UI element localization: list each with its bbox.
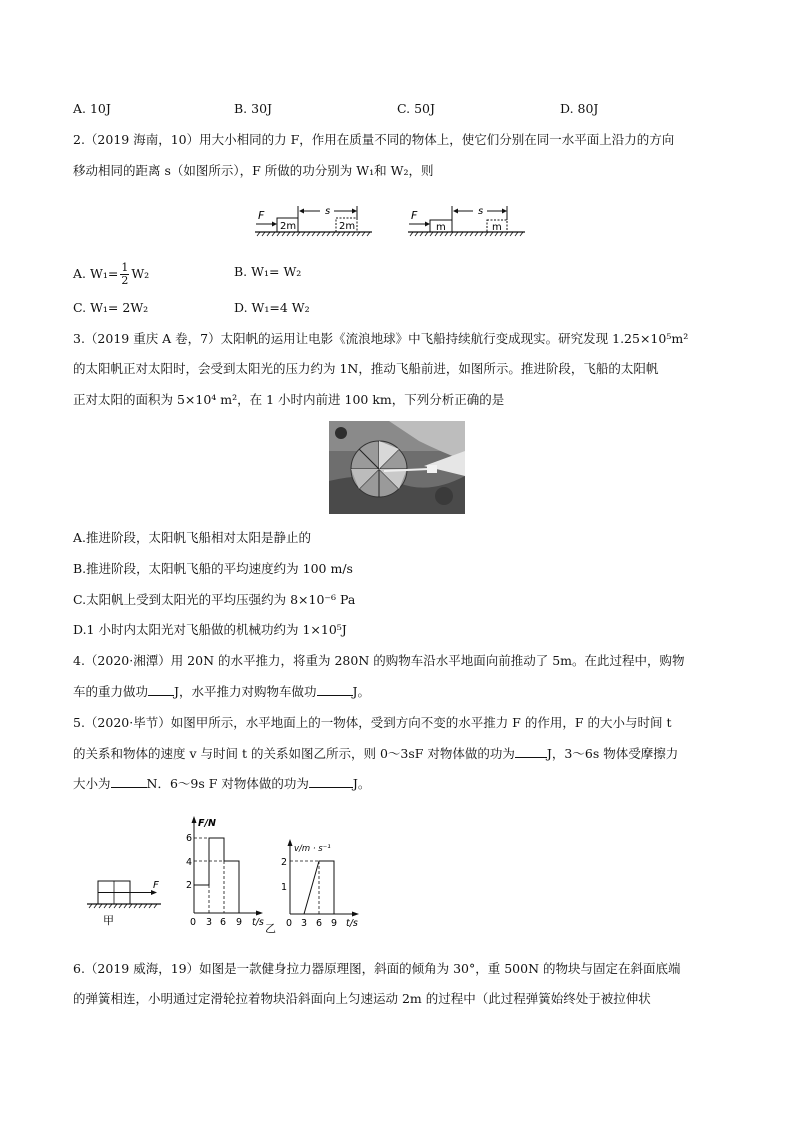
q2-figure xyxy=(250,202,530,242)
q5-force-label: F xyxy=(153,880,159,891)
q5-graph1-xtick-0: 0 xyxy=(190,917,197,928)
q3-option-c: C.太阳帆上受到太阳光的平均压强约为 8×10⁻⁶ Pa xyxy=(73,592,356,607)
q5-graph-force xyxy=(182,813,280,933)
q5-stem-line2 xyxy=(73,746,678,762)
q3-option-a: A.推进阶段，太阳帆飞船相对太阳是静止的 xyxy=(73,530,312,545)
q5-blank-1 xyxy=(515,746,547,758)
q4-stem-line2 xyxy=(73,684,370,700)
q1-option-c: C. 50J xyxy=(397,101,435,116)
q5-text-b: J，3～6s 物体受摩擦力 xyxy=(546,746,679,761)
q5-graph-velocity xyxy=(276,836,376,934)
q2-block-2m: 2m xyxy=(280,221,297,232)
q5-graph2-xlabel: t/s xyxy=(346,918,358,929)
q5-blank-2 xyxy=(111,776,147,788)
q2-option-b: B. W₁= W₂ xyxy=(234,264,302,279)
q2-stem-line1: 2.（2019 海南，10）用大小相同的力 F，作用在质量不同的物体上，使它们分别在同一水平面上沿力的方向 xyxy=(73,132,675,147)
q2-option-d: D. W₁=4 W₂ xyxy=(234,300,310,315)
q5-stem-line1: 5.（2020·毕节）如图甲所示，水平地面上的一物体，受到方向不变的水平推力 F 的作用，F 的大小与时间 t xyxy=(73,715,672,730)
q2-option-a-prefix: A. W₁= xyxy=(73,266,119,281)
q5-graph2-xtick-0: 0 xyxy=(286,918,293,929)
q5-graph1-ytick-2: 2 xyxy=(186,880,193,891)
q5-graph2-ylabel: v/m · s⁻¹ xyxy=(294,844,331,854)
q2-option-a xyxy=(73,262,149,287)
q5-graph1-xtick-9: 9 xyxy=(236,917,243,928)
q3-stem-line2: 的太阳帆正对太阳时，会受到太阳光的压力约为 1N，推动飞船前进，如图所示。推进阶段，飞船的太阳帆 xyxy=(73,361,659,376)
q3-stem-line1: 3.（2019 重庆 A 卷，7）太阳帆的运用让电影《流浪地球》中飞船持续航行变成现实。研究发现 1.25×10⁵m² xyxy=(73,331,689,346)
q5-graph1-ytick-4: 4 xyxy=(186,857,193,868)
q1-option-a: A. 10J xyxy=(73,101,111,116)
q2-force-label-2: F xyxy=(411,209,418,222)
q5-text-e: J。 xyxy=(352,776,371,791)
q2-block-m: m xyxy=(436,222,446,233)
q2-fraction xyxy=(120,262,129,287)
q2-stem-line2: 移动相同的距离 s（如图所示），F 所做的功分别为 W₁和 W₂，则 xyxy=(73,163,434,178)
q5-figure-jia-label: 甲 xyxy=(103,914,114,927)
q4-text-a: 车的重力做功 xyxy=(73,684,149,699)
q4-stem-line1: 4.（2020·湘潭）用 20N 的水平推力，将重为 280N 的购物车沿水平地面向前推动了 5m。在此过程中，购物 xyxy=(73,653,685,668)
q5-figure-jia xyxy=(85,872,175,932)
q5-graph2-xtick-3: 3 xyxy=(301,918,308,929)
q3-option-b: B.推进阶段，太阳帆飞船的平均速度约为 100 m/s xyxy=(73,561,353,576)
q4-blank-2 xyxy=(317,684,353,696)
solar-sail-photo xyxy=(329,421,465,514)
q1-option-b: B. 30J xyxy=(234,101,273,116)
q2-fraction-numerator: 1 xyxy=(121,261,129,274)
q4-text-c: J。 xyxy=(352,684,371,699)
q2-distance-label: s xyxy=(325,206,331,217)
q2-option-a-suffix: W₂ xyxy=(131,266,150,281)
q2-block-2m-dashed: 2m xyxy=(339,221,356,232)
q5-graph1-xlabel: t/s xyxy=(252,917,264,928)
q5-text-a: 的关系和物体的速度 v 与时间 t 的关系如图乙所示，则 0～3sF 对物体做的功为 xyxy=(73,746,515,761)
q2-force-label: F xyxy=(258,209,265,222)
q5-graph2-ytick-1: 1 xyxy=(281,882,288,893)
q6-stem-line2: 的弹簧相连，小明通过定滑轮拉着物块沿斜面向上匀速运动 2m 的过程中（此过程弹簧始终处于被拉伸状 xyxy=(73,991,651,1006)
q3-stem-line3: 正对太阳的面积为 5×10⁴ m²，在 1 小时内前进 100 km，下列分析正确的是 xyxy=(73,392,505,407)
q5-graph2-xtick-9: 9 xyxy=(331,918,338,929)
q5-blank-3 xyxy=(309,776,353,788)
q5-text-c: 大小为 xyxy=(73,776,111,791)
q3-option-d: D.1 小时内太阳光对飞船做的机械功约为 1×10⁵J xyxy=(73,622,347,637)
q2-figure-right xyxy=(408,206,525,236)
q4-blank-1 xyxy=(148,684,174,696)
q5-stem-line3 xyxy=(73,776,370,792)
q2-distance-label-2: s xyxy=(478,206,484,217)
q2-option-c: C. W₁= 2W₂ xyxy=(73,300,149,315)
q1-option-d: D. 80J xyxy=(560,101,599,116)
q4-text-b: J，水平推力对购物车做功 xyxy=(174,684,317,699)
q6-stem-line1: 6.（2019 威海，19）如图是一款健身拉力器原理图，斜面的倾角为 30°，重 500N 的物块与固定在斜面底端 xyxy=(73,961,681,976)
q2-figure-left xyxy=(255,206,372,236)
q2-block-m-dashed: m xyxy=(492,222,502,233)
q5-graph1-ylabel: F/N xyxy=(198,818,216,829)
q5-graph2-xtick-6: 6 xyxy=(316,918,323,929)
q2-fraction-denominator: 2 xyxy=(121,274,129,287)
q5-graph2-ytick-2: 2 xyxy=(281,857,288,868)
q5-graph1-xtick-3: 3 xyxy=(206,917,213,928)
q5-figure-yi-label: 乙 xyxy=(265,922,276,935)
q5-graph1-ytick-6: 6 xyxy=(186,833,193,844)
q5-graph1-xtick-6: 6 xyxy=(220,917,227,928)
q5-text-d: N．6～9s F 对物体做的功为 xyxy=(146,776,309,791)
